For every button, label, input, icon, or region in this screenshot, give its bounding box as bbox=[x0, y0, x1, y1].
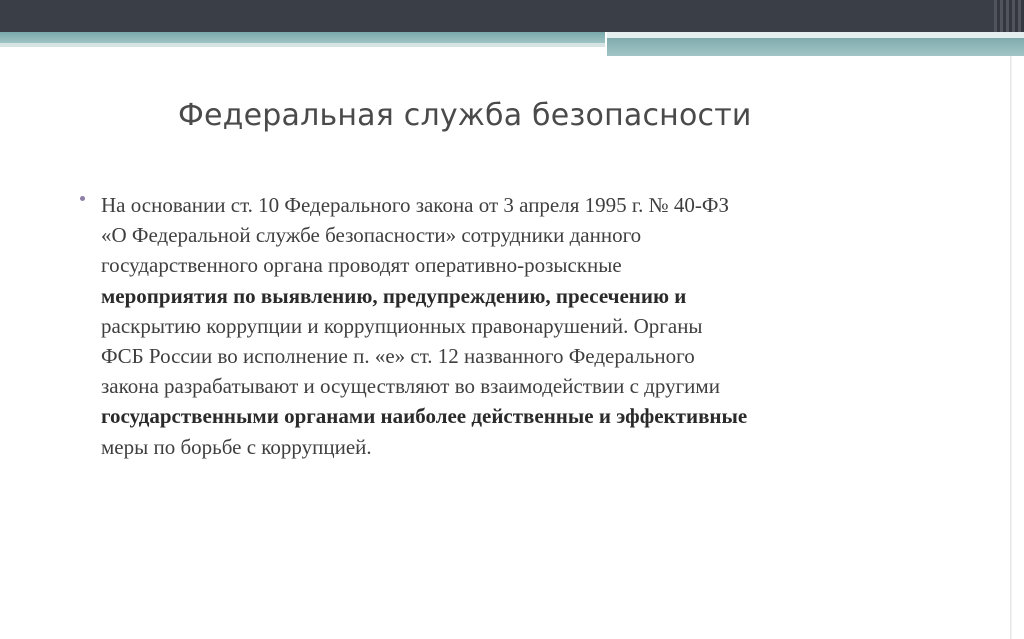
bullet-text-line: мероприятия по выявлению, предупреждению, пресечению и bbox=[101, 283, 687, 308]
bullet-text-line: меры по борьбе с коррупцией. bbox=[101, 434, 372, 459]
bullet-text bbox=[101, 190, 950, 462]
slide-title: Федеральная служба безопасности bbox=[178, 98, 752, 133]
slide-content bbox=[80, 190, 950, 462]
header-stripes bbox=[994, 0, 1024, 32]
bullet-text-line: раскрытию коррупции и коррупционных правонарушений. Органы bbox=[101, 313, 703, 338]
header-band-dark bbox=[0, 0, 1024, 32]
bullet-text-line: государственного органа проводят оперативно-розыскные bbox=[101, 253, 622, 278]
bullet-text-line: закона разрабатывают и осуществляют во взаимодействии с другими bbox=[101, 374, 720, 399]
slide-edge-shadow bbox=[1010, 56, 1012, 639]
header-band-teal-left bbox=[0, 32, 605, 43]
header-band-light bbox=[0, 43, 605, 47]
bullet-dot-icon bbox=[80, 196, 85, 201]
bullet-text-line: «О Федеральной службе безопасности» сотрудники данного bbox=[101, 223, 642, 248]
bullet-item bbox=[80, 190, 950, 462]
header-band-teal-right bbox=[607, 38, 1024, 56]
bullet-text-line: На основании ст. 10 Федерального закона от 3 апреля 1995 г. № 40-ФЗ bbox=[101, 193, 730, 217]
bullet-text-line: ФСБ России во исполнение п. «е» ст. 12 названного Федерального bbox=[101, 344, 695, 369]
bullet-text-line: государственными органами наиболее действенные и эффективные bbox=[101, 404, 748, 429]
